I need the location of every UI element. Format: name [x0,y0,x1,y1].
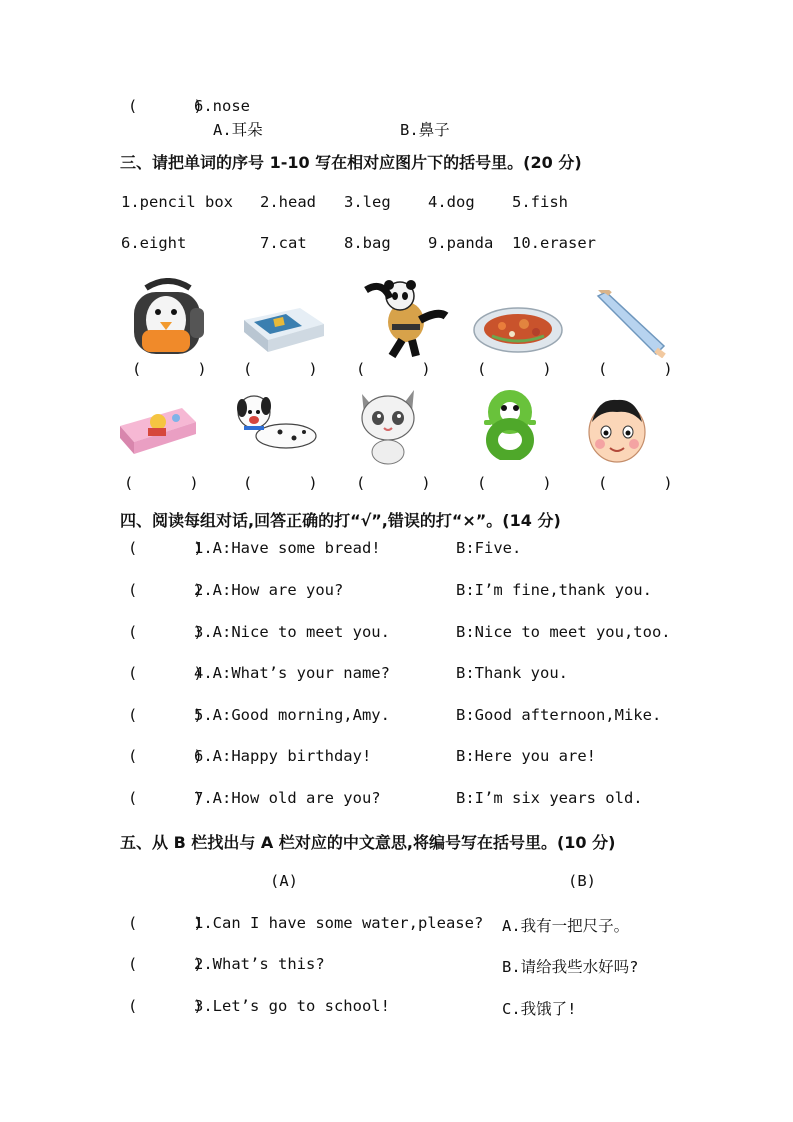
backpack-icon [126,278,210,358]
answer-blank[interactable]: ( ) [128,539,203,557]
column-b-label: (B) [568,872,596,890]
word-10: 10.eraser [512,234,596,252]
match-b: C.我饿了! [502,1000,577,1018]
dalmatian-dog-icon [228,390,320,456]
fish-dish-icon [472,302,564,356]
pic-answer-blank[interactable]: ( ) [598,474,673,492]
dialog-b: B:I’m six years old. [456,789,643,807]
word-3: 3.leg [344,193,391,211]
answer-blank[interactable]: ( ) [128,581,203,599]
dialog-a: 5.A:Good morning,Amy. [194,706,390,724]
pic-answer-blank[interactable]: ( ) [477,360,552,378]
pic-answer-blank[interactable]: ( ) [356,474,431,492]
pic-answer-blank[interactable]: ( ) [124,474,199,492]
q6-prompt: 6.nose [194,97,250,115]
eraser-icon [240,300,328,356]
answer-blank[interactable]: ( ) [128,664,203,682]
word-8: 8.bag [344,234,391,252]
column-a-label: (A) [270,872,298,890]
word-4: 4.dog [428,193,475,211]
leg-icon [590,290,670,358]
pic-answer-blank[interactable]: ( ) [132,360,207,378]
cat-icon [356,384,420,466]
pic-answer-blank[interactable]: ( ) [356,360,431,378]
q6-blank[interactable]: ( ) [128,97,203,115]
dialog-b: B:Five. [456,539,522,557]
word-1: 1.pencil box [121,193,233,211]
pic-answer-blank[interactable]: ( ) [243,474,318,492]
boy-head-icon [584,394,650,464]
section3-heading: 三、请把单词的序号 1-10 写在相对应图片下的括号里。(20 分) [120,153,582,172]
panda-icon [362,276,450,360]
answer-blank[interactable]: ( ) [128,789,203,807]
pic-answer-blank[interactable]: ( ) [477,474,552,492]
dialog-a: 7.A:How old are you? [194,789,381,807]
dialog-a: 3.A:Nice to meet you. [194,623,390,641]
dialog-a: 4.A:What’s your name? [194,664,390,682]
q6-option-b: B.鼻子 [400,121,450,139]
word-9: 9.panda [428,234,494,252]
dialog-a: 6.A:Happy birthday! [194,747,372,765]
match-b: A.我有一把尺子。 [502,917,630,935]
word-5: 5.fish [512,193,568,211]
dialog-b: B:I’m fine,thank you. [456,581,652,599]
match-a: 1.Can I have some water,please? [194,914,484,932]
word-7: 7.cat [260,234,307,252]
dialog-a: 1.A:Have some bread! [194,539,381,557]
answer-blank[interactable]: ( ) [128,914,203,932]
answer-blank[interactable]: ( ) [128,747,203,765]
section4-heading: 四、阅读每组对话,回答正确的打“√”,错误的打“×”。(14 分) [120,511,561,530]
match-b: B.请给我些水好吗? [502,958,639,976]
q6-option-a: A.耳朵 [213,121,263,139]
answer-blank[interactable]: ( ) [128,997,203,1015]
answer-blank[interactable]: ( ) [128,955,203,973]
match-a: 3.Let’s go to school! [194,997,390,1015]
pic-answer-blank[interactable]: ( ) [598,360,673,378]
answer-blank[interactable]: ( ) [128,706,203,724]
answer-blank[interactable]: ( ) [128,623,203,641]
pic-answer-blank[interactable]: ( ) [243,360,318,378]
dialog-b: B:Here you are! [456,747,596,765]
number-eight-icon [478,390,542,460]
dialog-a: 2.A:How are you? [194,581,344,599]
pencil-box-icon [118,404,198,456]
dialog-b: B:Good afternoon,Mike. [456,706,662,724]
match-a: 2.What’s this? [194,955,325,973]
dialog-b: B:Nice to meet you,too. [456,623,671,641]
word-6: 6.eight [121,234,187,252]
word-2: 2.head [260,193,316,211]
dialog-b: B:Thank you. [456,664,568,682]
section5-heading: 五、从 B 栏找出与 A 栏对应的中文意思,将编号写在括号里。(10 分) [120,833,616,852]
